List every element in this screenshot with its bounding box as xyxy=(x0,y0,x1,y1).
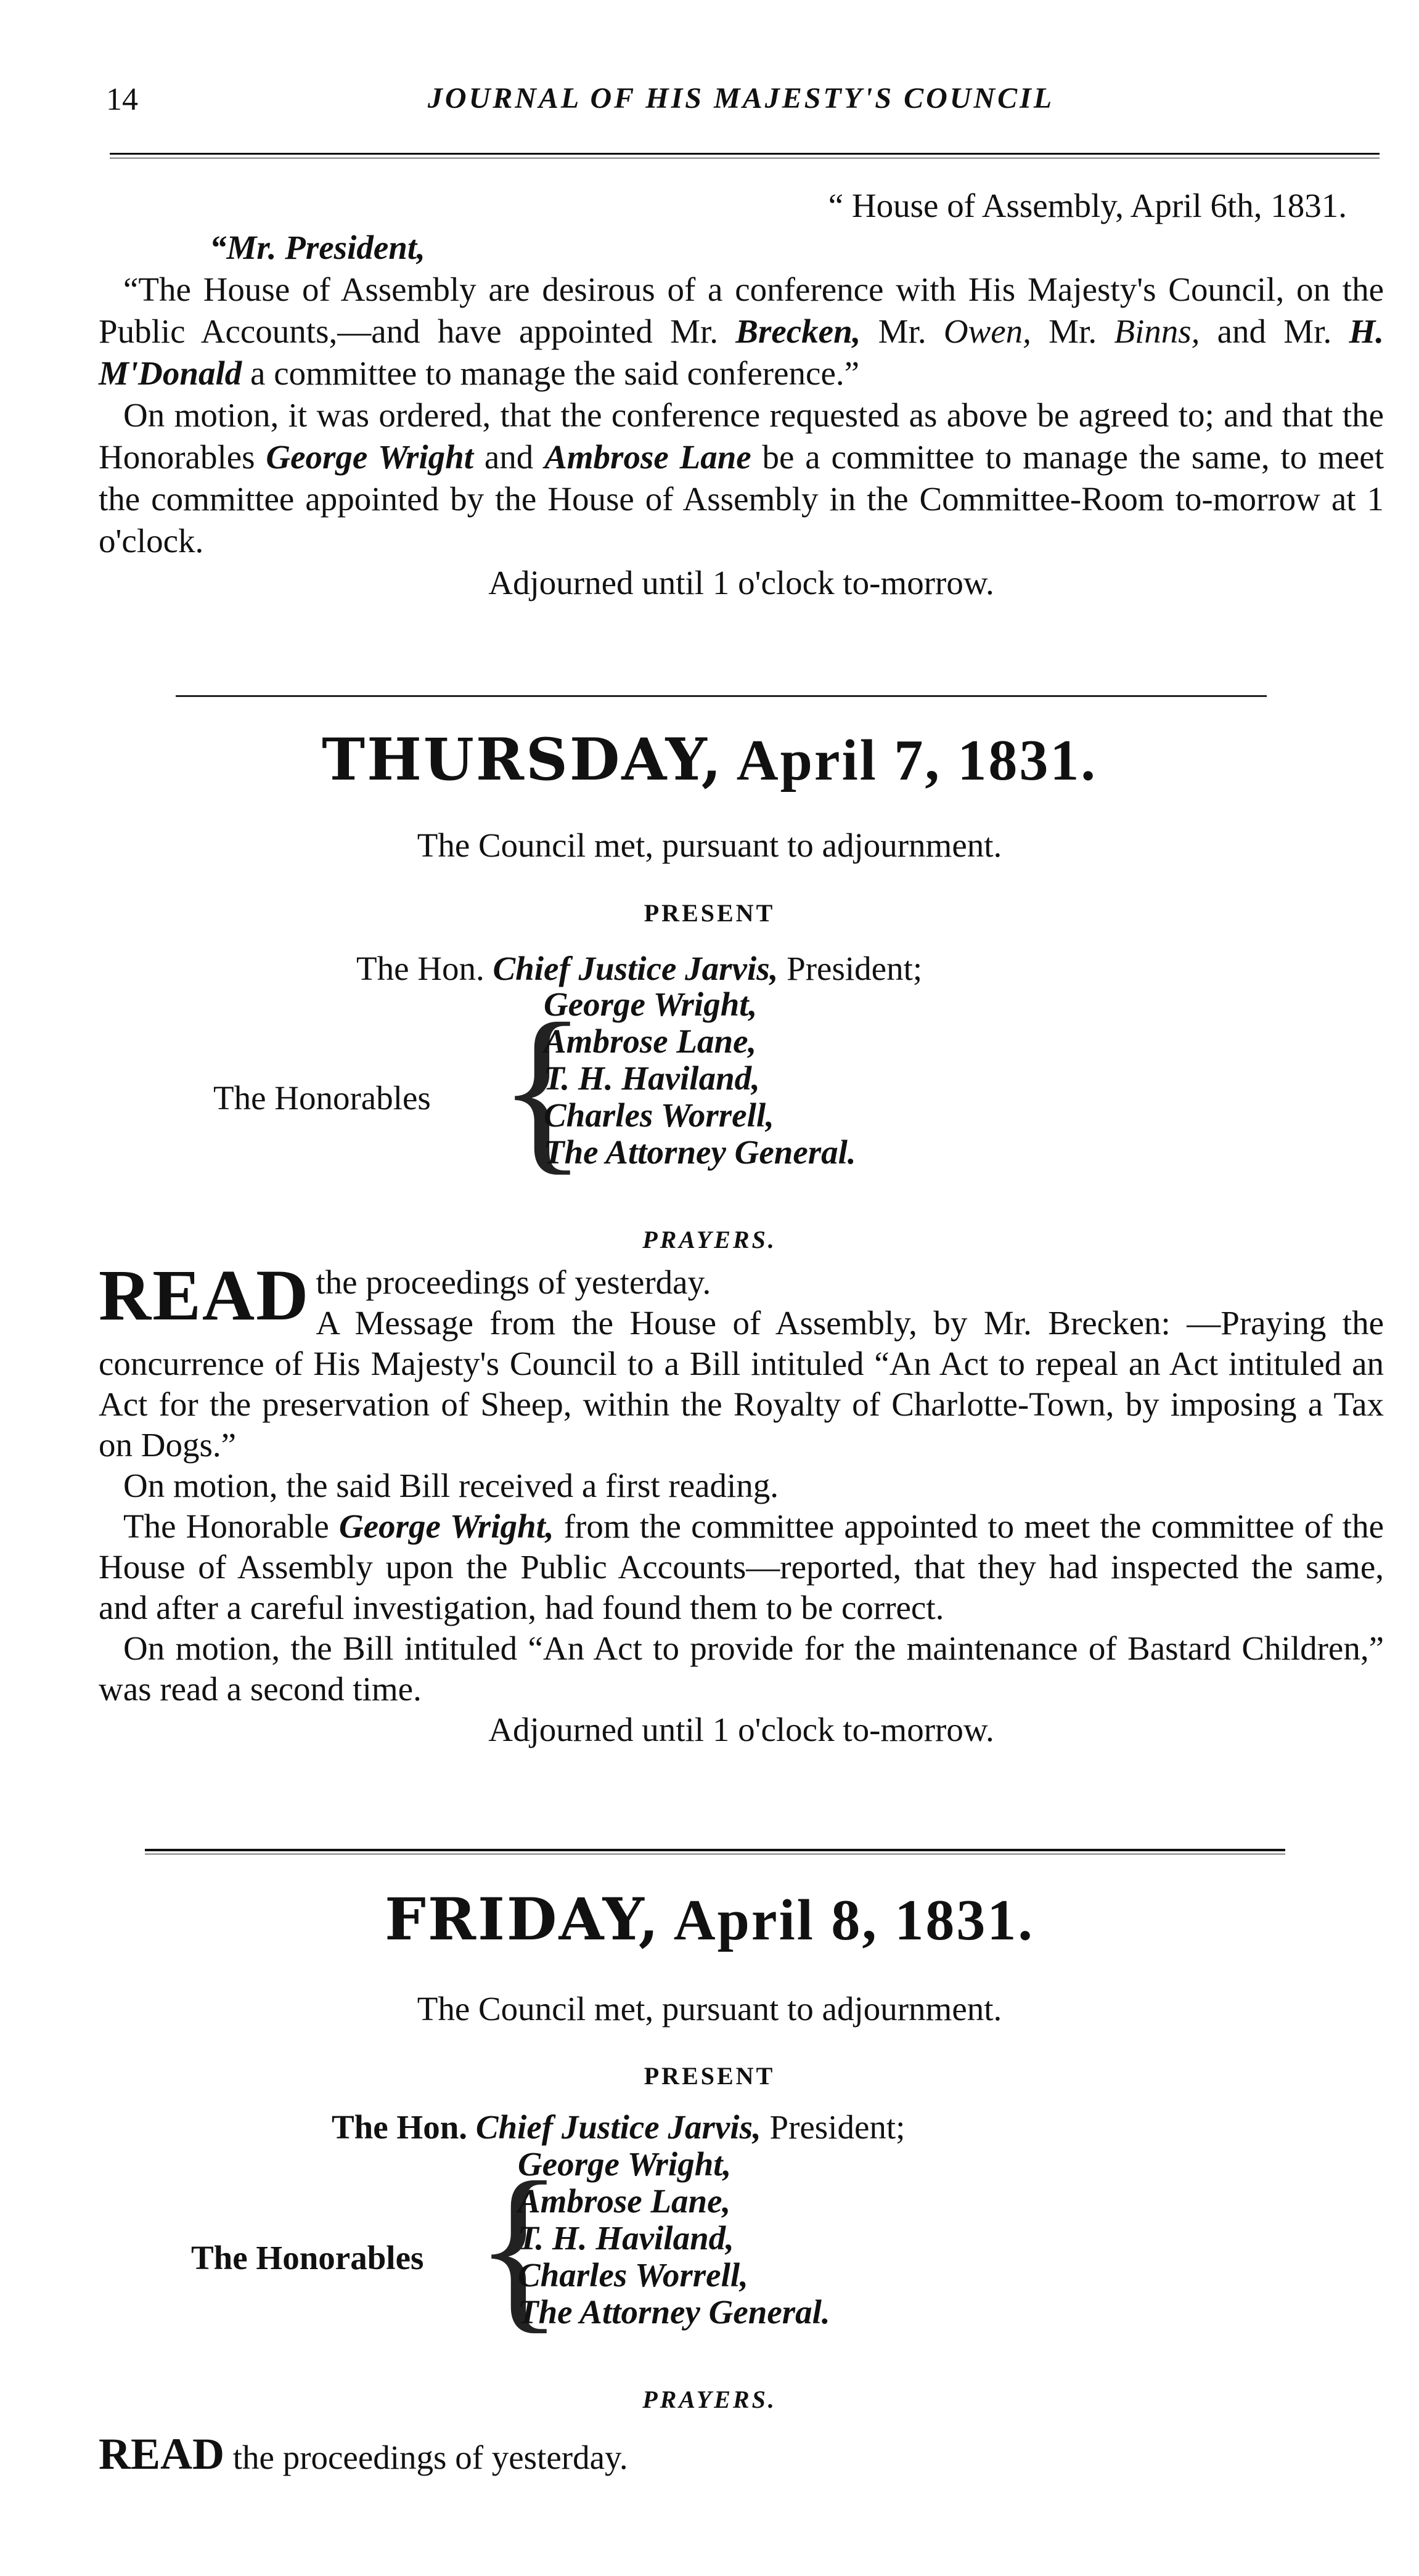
brace-icon: { xyxy=(475,2144,563,2349)
running-title: JOURNAL OF HIS MAJESTY'S COUNCIL xyxy=(427,82,1055,115)
read-paragraph xyxy=(99,2429,1384,2479)
day-name: FRIDAY, xyxy=(385,1886,661,1954)
member-name: Binns, xyxy=(1114,312,1200,350)
member-name: H. M'Donald xyxy=(99,312,1384,392)
motion-line: On motion, the said Bill received a first reading. xyxy=(123,1467,779,1504)
friday-proceedings xyxy=(99,2429,1384,2479)
assembly-message xyxy=(99,185,1384,604)
read-dropcap: READ xyxy=(99,2429,225,2479)
report-text: from the committee appointed to meet the committee of the House of Assembly upon the Public Accounts—reported, that they had inspected the same, and after a careful investigation, had found them to be correct. xyxy=(99,1507,1384,1626)
read-dropcap: READ xyxy=(99,1255,310,1335)
message-salutation: “Mr. President, xyxy=(210,229,425,266)
council-met-line: The Council met, pursuant to adjournment. xyxy=(417,826,1002,864)
brace-icon: { xyxy=(498,985,587,1190)
council-met-line: The Council met, pursuant to adjournment. xyxy=(417,1990,1002,2028)
adjourned-line: Adjourned until 1 o'clock to-morrow. xyxy=(488,1711,994,1748)
president-line xyxy=(356,949,922,988)
header-rule xyxy=(110,153,1380,158)
member-name: Ambrose Lane, xyxy=(518,2182,731,2220)
present-heading: PRESENT xyxy=(644,899,775,927)
member-name: Ambrose Lane xyxy=(544,438,751,476)
read-paragraph xyxy=(99,1255,1384,1465)
message-text: A Message from the House of Assembly, by Mr. Brecken: —Praying the concurrence of His Majesty's Council to a Bill intituled “An Act to repeal an Act intituled an Act for the preservation of Sheep, within the Royalty of Charlotte-Town, by imposing a Tax on Dogs.” xyxy=(99,1304,1384,1464)
day-date: April 8, 1831. xyxy=(673,1888,1034,1952)
member-name: Charles Worrell, xyxy=(544,1096,774,1134)
prayers-heading: PRAYERS. xyxy=(642,2386,777,2413)
friday-heading xyxy=(0,1886,1419,1954)
message-text: Mr. xyxy=(1031,312,1114,350)
message-dateline: “ House of Assembly, April 6th, 1831. xyxy=(828,187,1347,224)
motion-text: be a committee to manage the same, to meet the committee appointed by the House of Assembly in the Committee-Room to-morrow at 1 o'clock. xyxy=(99,438,1384,560)
president-name: Chief Justice Jarvis, xyxy=(493,950,779,987)
message-text: and Mr. xyxy=(1200,312,1349,350)
day-date: April 7, 1831. xyxy=(736,728,1097,793)
report-paragraph xyxy=(99,1506,1384,1628)
member-name: Brecken, xyxy=(735,312,861,350)
member-name: George Wright, xyxy=(518,2145,732,2183)
motion-text: On motion, it was ordered, that the conference requested as above be agreed to; and that the Honorables xyxy=(99,396,1384,476)
page-number: 14 xyxy=(106,82,138,117)
present-heading: PRESENT xyxy=(644,2062,775,2090)
member-name: The Attorney General. xyxy=(544,1133,856,1171)
message-text: a committee to manage the said conference.” xyxy=(242,354,860,392)
prayers-heading: PRAYERS. xyxy=(642,1226,777,1253)
member-name: George Wright, xyxy=(544,985,758,1023)
motion-paragraph: On motion, the Bill intituled “An Act to provide for the maintenance of Bastard Children,” was read a second time. xyxy=(99,1629,1384,1708)
message-text: Mr. xyxy=(861,312,944,350)
running-header xyxy=(106,81,1376,137)
member-name: Ambrose Lane, xyxy=(544,1022,757,1060)
read-text: the proceedings of yesterday. xyxy=(232,2439,628,2476)
motion-paragraph xyxy=(99,394,1384,562)
adjourned-line: Adjourned until 1 o'clock to-morrow. xyxy=(488,564,994,601)
message-paragraph xyxy=(99,269,1384,394)
day-name: THURSDAY, xyxy=(322,726,724,794)
honorables-label: The Honorables xyxy=(213,1079,431,1117)
hon-label: The Hon. xyxy=(356,950,485,987)
member-name: T. H. Haviland, xyxy=(518,2219,734,2257)
hon-label: The Hon. xyxy=(332,2108,468,2146)
member-name: Charles Worrell, xyxy=(518,2256,748,2294)
member-name: T. H. Haviland, xyxy=(544,1059,760,1097)
president-title: President; xyxy=(787,950,923,987)
member-list xyxy=(544,986,856,1171)
section-rule xyxy=(145,1849,1285,1854)
member-list xyxy=(518,2146,830,2331)
thursday-proceedings xyxy=(99,1255,1384,1750)
president-line xyxy=(332,2108,905,2146)
report-text: The Honorable xyxy=(123,1507,339,1545)
member-name: George Wright, xyxy=(338,1507,554,1545)
member-name: George Wright xyxy=(266,438,474,476)
message-text: “The House of Assembly are desirous of a conference with His Majesty's Council, on the Public Accounts,—and have appointed Mr. xyxy=(99,271,1384,350)
president-name: Chief Justice Jarvis, xyxy=(475,2108,761,2146)
motion-text: and xyxy=(473,438,545,476)
thursday-heading xyxy=(0,726,1419,794)
section-rule xyxy=(176,695,1267,697)
read-text: the proceedings of yesterday. xyxy=(316,1263,711,1301)
member-name: The Attorney General. xyxy=(518,2293,830,2331)
president-title: President; xyxy=(769,2108,906,2146)
honorables-label: The Honorables xyxy=(191,2239,424,2276)
member-name: Owen, xyxy=(943,312,1031,350)
